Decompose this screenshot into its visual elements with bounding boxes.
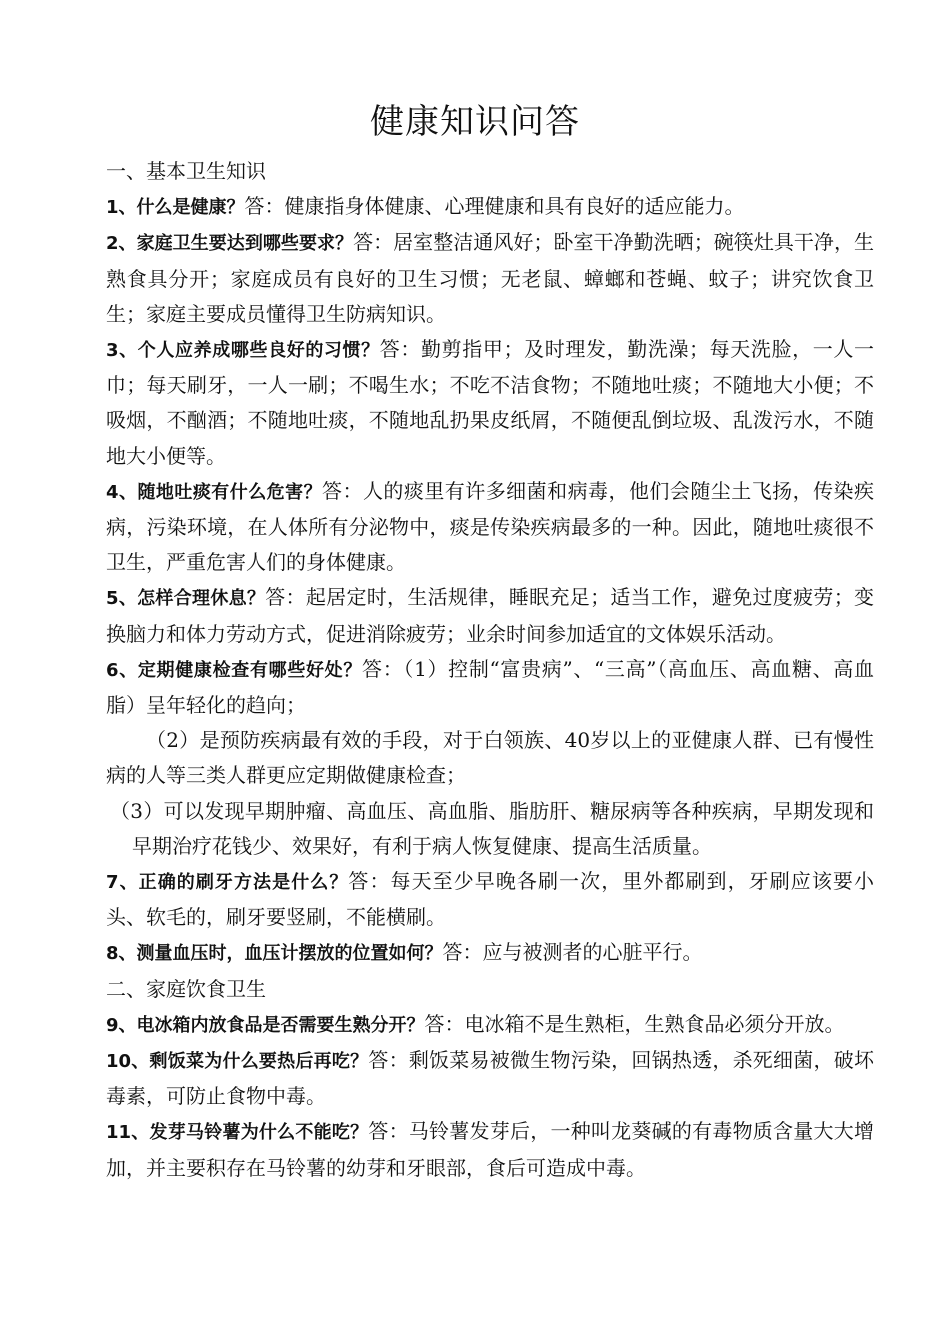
qa-item-7 [106,864,874,935]
question-4: 4、随地吐痰有什么危害？ [106,481,323,503]
qa-item-10 [106,1043,874,1114]
answer-1: 答：健康指身体健康、心理健康和具有良好的适应能力。 [244,194,745,219]
question-11: 11、发芽马铃薯为什么不能吃？ [106,1122,369,1144]
qa-item-9 [106,1007,874,1043]
qa-item-11 [106,1114,874,1185]
question-3: 3、个人应养成哪些良好的习惯？ [106,340,380,362]
document-body [106,154,874,1186]
answer-5: 答：起居定时，生活规律，睡眠充足；适当工作，避免过度疲劳；变换脑力和体力劳动方式，促进消除疲劳；业余时间参加适宜的文体娱乐活动。 [106,585,875,646]
question-7: 7、正确的刷牙方法是什么？ [106,872,349,894]
qa-item-3 [106,332,874,474]
question-8: 8、测量血压时，血压计摆放的位置如何？ [106,943,443,965]
answer-11: 答：马铃薯发芽后，一种叫龙葵碱的有毒物质含量大大增加，并主要积存在马铃薯的幼芽和牙眼部，食后可造成中毒。 [106,1119,874,1180]
answer-7: 答：每天至少早晚各刷一次，里外都刷到，牙刷应该要小头、软毛的，刷牙要竖刷，不能横刷。 [106,869,874,930]
answer-6: 答：（1）控制“富贵病”、“三高”（高血压、高血糖、高血脂）呈年轻化的趋向； [106,656,874,718]
question-2: 2、家庭卫生要达到哪些要求？ [106,233,354,255]
question-1: 1、什么是健康？ [106,197,245,219]
answer-3: 答：勤剪指甲；及时理发，勤洗澡；每天洗脸，一人一巾；每天刷牙，一人一刷；不喝生水；不吃不洁食物；不随地吐痰；不随地大小便；不吸烟，不酗酒；不随地吐痰，不随地乱扔果皮纸屑，不随便乱倒垃圾、乱泼污水，不随地大小便等。 [106,337,875,468]
section-heading-basic-hygiene: 一、基本卫生知识 [106,159,266,183]
qa-item-4 [106,474,874,581]
qa-item-5 [106,580,874,651]
question-5: 5、怎样合理休息？ [106,588,266,610]
question-10: 10、剩饭菜为什么要热后再吃？ [106,1051,369,1073]
qa-item-8 [106,935,874,971]
qa-item-2 [106,225,874,332]
answer-10: 答：剩饭菜易被微生物污染，回锅热透，杀死细菌，破坏毒素，可防止食物中毒。 [106,1048,874,1109]
answer-6-point-3: （3）可以发现早期肿瘤、高血压、高血脂、脂肪肝、糖尿病等各种疾病，早期发现和早期治疗花钱少、效果好，有利于病人恢复健康、提高生活质量。 [110,798,874,858]
qa-item-1 [106,189,874,225]
section-heading-food-hygiene: 二、家庭饮食卫生 [106,976,266,1001]
question-6: 6、定期健康检查有哪些好处？ [106,659,363,681]
answer-4: 答：人的痰里有许多细菌和病毒，他们会随尘土飞扬，传染疾病，污染环境，在人体所有分泌物中，痰是传染疾病最多的一种。因此，随地吐痰很不卫生，严重危害人们的身体健康。 [106,478,874,575]
question-9: 9、电冰箱内放食品是否需要生熟分开？ [106,1014,425,1036]
answer-6-point-2: （2）是预防疾病最有效的手段，对于白领族、40岁以上的亚健康人群、已有慢性病的人等三类人群更应定期做健康检查； [106,728,874,788]
document-title: 健康知识问答 [370,102,580,142]
answer-8: 答：应与被测者的心脏平行。 [442,940,703,965]
answer-2: 答：居室整洁通风好；卧室干净勤洗晒；碗筷灶具干净，生熟食具分开；家庭成员有良好的卫生习惯；无老鼠、蟑螂和苍蝇、蚊子；讲究饮食卫生；家庭主要成员懂得卫生防病知识。 [106,230,875,326]
answer-9: 答：电冰箱不是生熟柜，生熟食品必须分开放。 [424,1011,845,1036]
qa-item-6 [106,652,874,723]
